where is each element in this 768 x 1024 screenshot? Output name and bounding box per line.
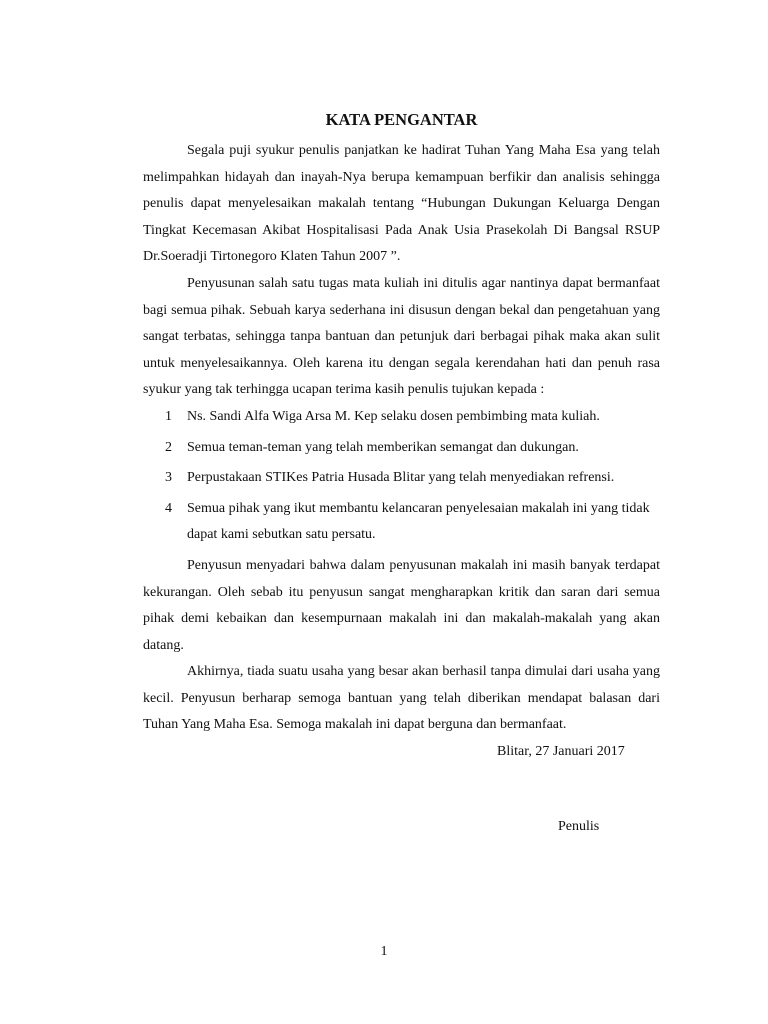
intro-paragraph-1: Segala puji syukur penulis panjatkan ke hadirat Tuhan Yang Maha Esa yang telah melimpahkan hidayah dan inayah-Nya berupa kemampuan berfikir dan analisis sehingga penulis dapat menyelesaikan makalah tentang “Hubungan Dukungan Keluarga Dengan Tingkat Kecemasan Akibat Hospitalisasi Pada Anak Usia Prasekolah Di Bangsal RSUP Dr.Soeradji Tirtonegoro Klaten Tahun 2007 ”. [143,143,660,265]
place-date: Blitar, 27 Januari 2017 [497,744,625,760]
list-item [143,404,660,431]
outro-paragraph-1: Penyusun menyadari bahwa dalam penyusunan makalah ini masih banyak terdapat kekurangan. Oleh sebab itu penyusun sangat mengharapkan kritik dan saran dari semua pihak demi kebaikan dan kesempurnaan makalah ini dan makalah-makalah yang akan datang. [143,557,660,653]
list-item [143,465,660,492]
list-item-text: Semua pihak yang ikut membantu kelancaran penyelesaian makalah ini yang tidak dapat kami sebutkan satu persatu. [187,500,650,543]
intro-paragraph-2: Penyusunan salah satu tugas mata kuliah ini ditulis agar nantinya dapat bermanfaat bagi semua pihak. Sebuah karya sederhana ini disusun dengan bekal dan pengetahuan yang sangat terbatas, sehingga tanpa bantuan dan petunjuk dari berbagai pihak maka akan sulit untuk menyelesaikannya. Oleh karena itu dengan segala kerendahan hati dan penuh rasa syukur yang tak terhingga ucapan terima kasih penulis tujukan kepada : [143,275,660,398]
list-item-text: Perpustakaan STIKes Patria Husada Blitar yang telah menyediakan refrensi. [187,470,615,486]
list-item-number: 1 [165,408,172,424]
document-title: KATA PENGANTAR [325,110,478,129]
list-item-number: 4 [165,500,172,516]
list-item-text: Ns. Sandi Alfa Wiga Arsa M. Kep selaku dosen pembimbing mata kuliah. [187,408,600,424]
acknowledgement-list [143,404,660,549]
list-item-number: 2 [165,439,172,455]
signer-name: Penulis [558,818,600,834]
list-item [143,496,660,549]
list-item-number: 3 [165,470,172,486]
list-item [143,435,660,462]
list-item-text: Semua teman-teman yang telah memberikan semangat dan dukungan. [187,439,579,455]
page-number: 1 [380,944,388,959]
outro-paragraph-2: Akhirnya, tiada suatu usaha yang besar akan berhasil tanpa dimulai dari usaha yang kecil. Penyusun berharap semoga bantuan yang telah diberikan mendapat balasan dari Tuhan Yang Maha Esa. Semoga makalah ini dapat berguna dan bermanfaat. [143,664,660,733]
